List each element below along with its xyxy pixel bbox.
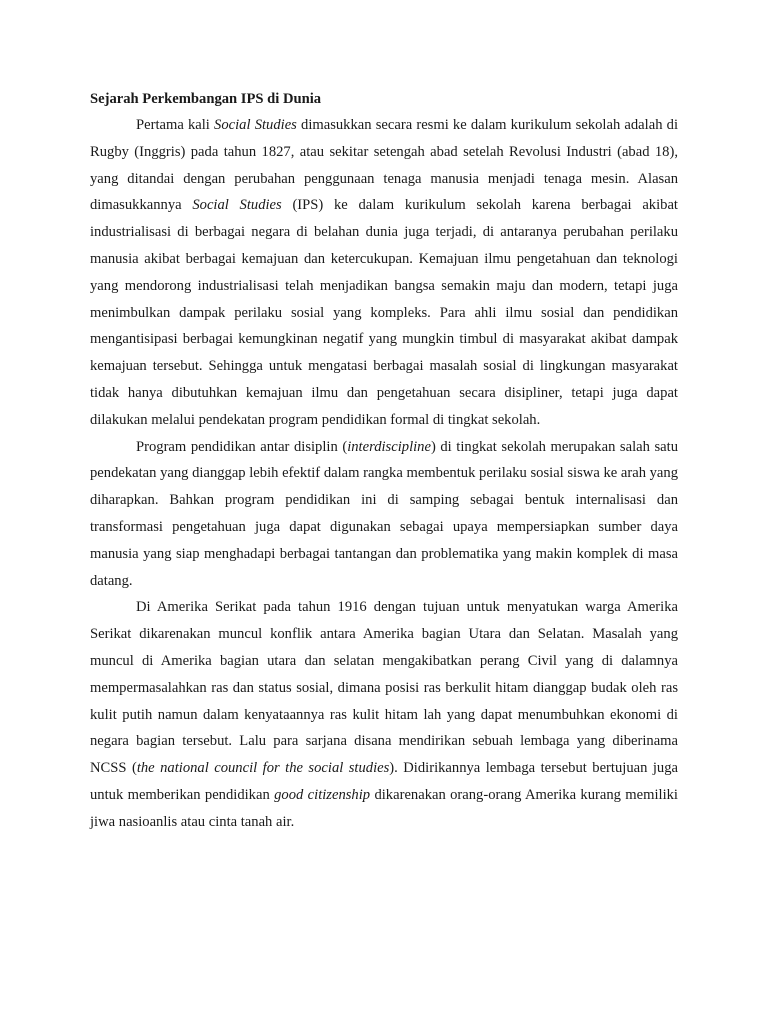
text-segment: ) di tingkat sekolah merupakan salah satu pendekatan yang dianggap lebih efektif dalam rangka membentuk perilaku sosial siswa ke arah yang diharapkan. Bahkan program pendidikan ini di samping sebagai bentuk internalisasi dan transformasi pengetahuan juga dapat digunakan sebagai upaya mempersiapkan sumber daya manusia yang siap menghadapi berbagai tantangan dan problematika yang makin komplek di masa datang.	[90, 438, 679, 589]
italic-term: the national council for the social studies	[136, 760, 390, 777]
document-title: Sejarah Perkembangan IPS di Dunia	[90, 91, 322, 107]
paragraph-3	[90, 594, 678, 835]
text-segment: dimasukkan secara resmi ke dalam kurikulum sekolah adalah di Rugby (Inggris) pada tahun 1827, atau sekitar setengah abad setelah Revolusi Industri (abad 18), yang ditandai dengan perubahan penggunaan tenaga manusia menjadi tenaga mesin. Alasan dimasukkannya	[90, 117, 679, 214]
document-page	[90, 90, 678, 836]
text-segment: (IPS) ke dalam kurikulum sekolah karena berbagai akibat industrialisasi di berbagai negara di belahan dunia juga terjadi, di antaranya perubahan perilaku manusia akibat berbagai kemajuan dan ketercukupan. Kemajuan ilmu pengetahuan dan teknologi yang mendorong industrialisasi telah menjadikan bangsa semakin maju dan modern, tetapi juga menimbulkan dampak perilaku sosial yang kompleks. Para ahli ilmu sosial dan pendidikan mengantisipasi berbagai kemungkinan negatif yang mungkin timbul di masyarakat akibat dampak kemajuan tersebut. Sehingga untuk mengatasi berbagai masalah sosial di lingkungan masyarakat tidak hanya dibutuhkan kemajuan ilmu dan pengetahuan secara disipliner, tetapi juga dapat dilakukan melalui pendekatan program pendidikan formal di tingkat sekolah.	[90, 197, 678, 428]
italic-term: Social Studies	[214, 117, 297, 133]
text-segment: Di Amerika Serikat pada tahun 1916 dengan tujuan untuk menyatukan warga Amerika Serikat dikarenakan muncul konflik antara Amerika bagian Utara dan Selatan. Masalah yang muncul di Amerika bagian utara dan selatan mengakibatkan perang Civil yang di dalamnya mempermasalahkan ras dan status sosial, dimana posisi ras berkulit hitam dianggap budak oleh ras kulit putih namun dalam kenyataannya ras kulit hitam lah yang dapat menumbuhkan ekonomi di negara bagian tersebut. Lalu para sarjana disana mendirikan sebuah lembaga yang diberinama NCSS (	[90, 599, 678, 777]
paragraph-1	[90, 112, 678, 434]
italic-term: good citizenship	[274, 786, 371, 803]
text-segment: dikarenakan orang-orang Amerika kurang memiliki jiwa nasioanlis atau cinta tanah air.	[90, 786, 678, 830]
text-segment: Program pendidikan antar disiplin (	[136, 438, 348, 455]
paragraph-2	[90, 434, 678, 595]
text-segment: Pertama kali	[136, 117, 215, 133]
italic-term: Social Studies	[192, 197, 282, 214]
text-segment: ). Didirikannya lembaga tersebut bertujuan juga untuk memberikan pendidikan	[90, 760, 678, 803]
italic-term: interdiscipline	[347, 438, 431, 455]
